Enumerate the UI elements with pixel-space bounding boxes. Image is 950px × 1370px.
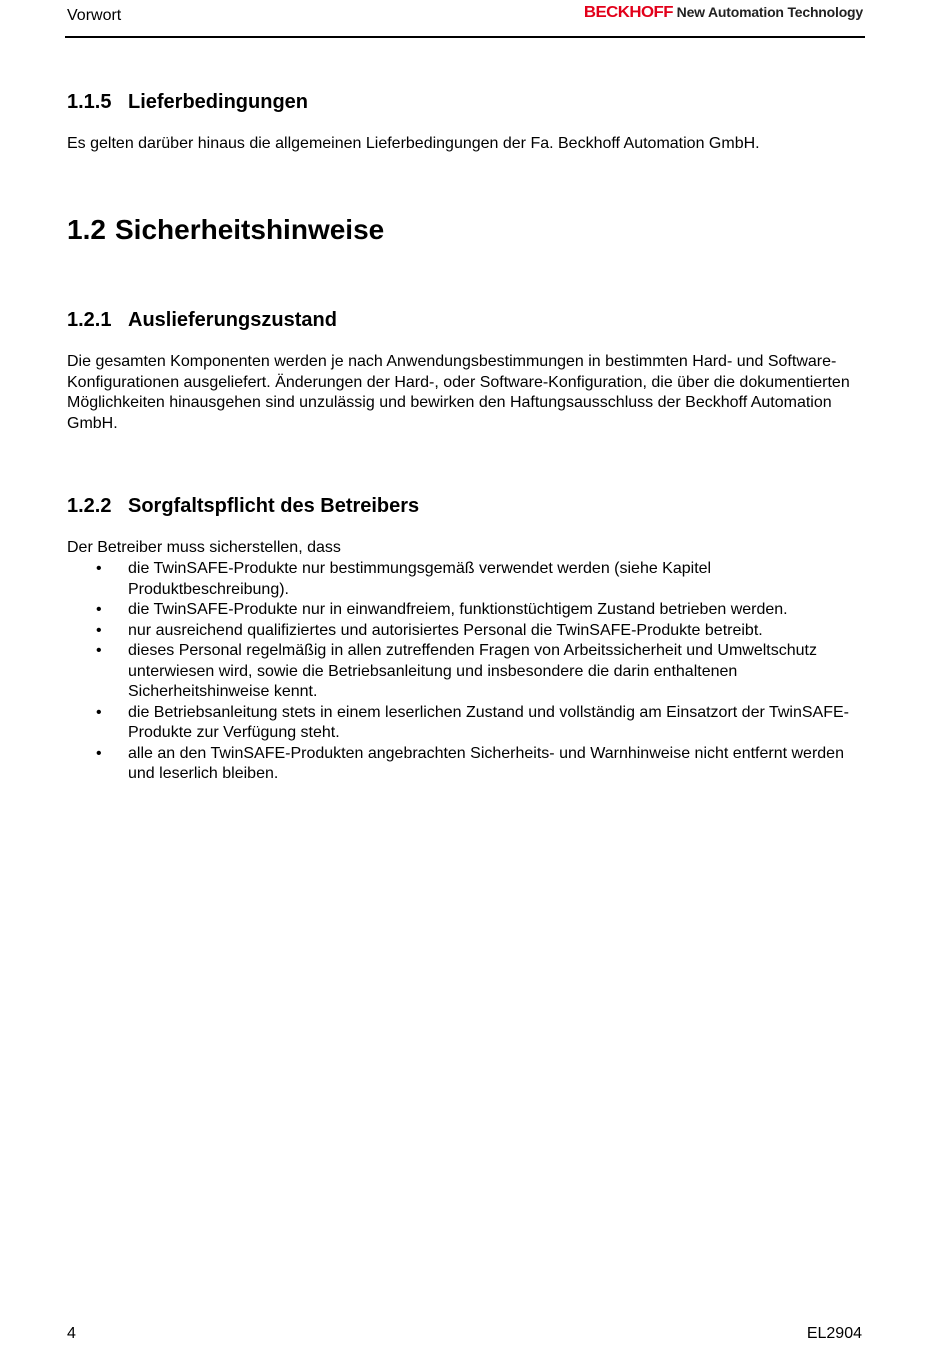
heading-title: Auslieferungszustand <box>128 309 337 331</box>
paragraph-auslieferungszustand: Die gesamten Komponenten werden je nach Anwendungsbestimmungen in bestimmten Hard- und Software-Konfigurationen ausgeliefert. Änderungen der Hard-, oder Software-Konfiguration, die über die dokumentierten Möglichkeiten hinausgehen sind unzulässig und bewirken den Haftungsausschluss der Beckhoff Automation GmbH. <box>67 353 850 432</box>
heading-number: 1.2.1 <box>67 309 112 331</box>
paragraph-lieferbedingungen: Es gelten darüber hinaus die allgemeinen Lieferbedingungen der Fa. Beckhoff Automation GmbH. <box>67 135 760 152</box>
list-item <box>67 744 868 785</box>
heading-1-2-2 <box>67 494 419 518</box>
heading-title: Lieferbedingungen <box>128 91 308 113</box>
heading-title: Sicherheitshinweise <box>115 214 385 245</box>
bullet-icon: • <box>96 703 102 721</box>
heading-number: 1.2.2 <box>67 495 112 517</box>
list-item <box>67 559 868 600</box>
list-item <box>67 641 868 703</box>
beckhoff-logo <box>583 4 863 22</box>
heading-number: 1.2 <box>67 214 106 245</box>
list-item <box>67 703 868 744</box>
list-item-text: alle an den TwinSAFE-Produkten angebrachten Sicherheits- und Warnhinweise nicht entfernt werden und leserlich bleiben. <box>128 744 844 782</box>
header-section-title: Vorwort <box>67 7 122 24</box>
list-item-text: die Betriebsanleitung stets in einem leserlichen Zustand und vollständig am Einsatzort der TwinSAFE-Produkte zur Verfügung steht. <box>128 703 849 741</box>
heading-number: 1.1.5 <box>67 91 112 113</box>
list-item-text: die TwinSAFE-Produkte nur in einwandfreiem, funktionstüchtigem Zustand betrieben werden. <box>128 601 788 618</box>
heading-title: Sorgfaltspflicht des Betreibers <box>128 495 420 517</box>
bullet-icon: • <box>96 744 102 762</box>
heading-1-2-1 <box>67 308 337 332</box>
bullet-icon: • <box>96 642 102 659</box>
heading-1-2 <box>67 214 384 246</box>
list-item <box>67 600 868 621</box>
paragraph-betreiber-intro: Der Betreiber muss sicherstellen, dass <box>67 539 341 556</box>
page-header <box>65 0 865 38</box>
document-id: EL2904 <box>806 1325 862 1342</box>
list-item <box>67 621 868 642</box>
bullet-icon: • <box>96 560 102 577</box>
page-number: 4 <box>67 1325 76 1342</box>
heading-1-1-5 <box>67 90 308 114</box>
bullet-icon: • <box>96 601 102 618</box>
bullet-icon: • <box>96 621 102 639</box>
brand-name: BECKHOFF <box>583 4 673 21</box>
list-item-text: nur ausreichend qualifiziertes und autorisiertes Personal die TwinSAFE-Produkte betreibt. <box>128 621 763 639</box>
list-item-text: dieses Personal regelmäßig in allen zutreffenden Fragen von Arbeitssicherheit und Umweltschutz unterwiesen wird, sowie die Betriebsanleitung und insbesondere die darin enthaltenen Sicherheitshinweise kennt. <box>128 642 817 700</box>
list-item-text: die TwinSAFE-Produkte nur bestimmungsgemäß verwendet werden (siehe Kapitel Produktbeschreibung). <box>128 560 712 598</box>
bullet-list-betreiber <box>67 559 867 785</box>
brand-slogan: New Automation Technology <box>676 4 863 20</box>
